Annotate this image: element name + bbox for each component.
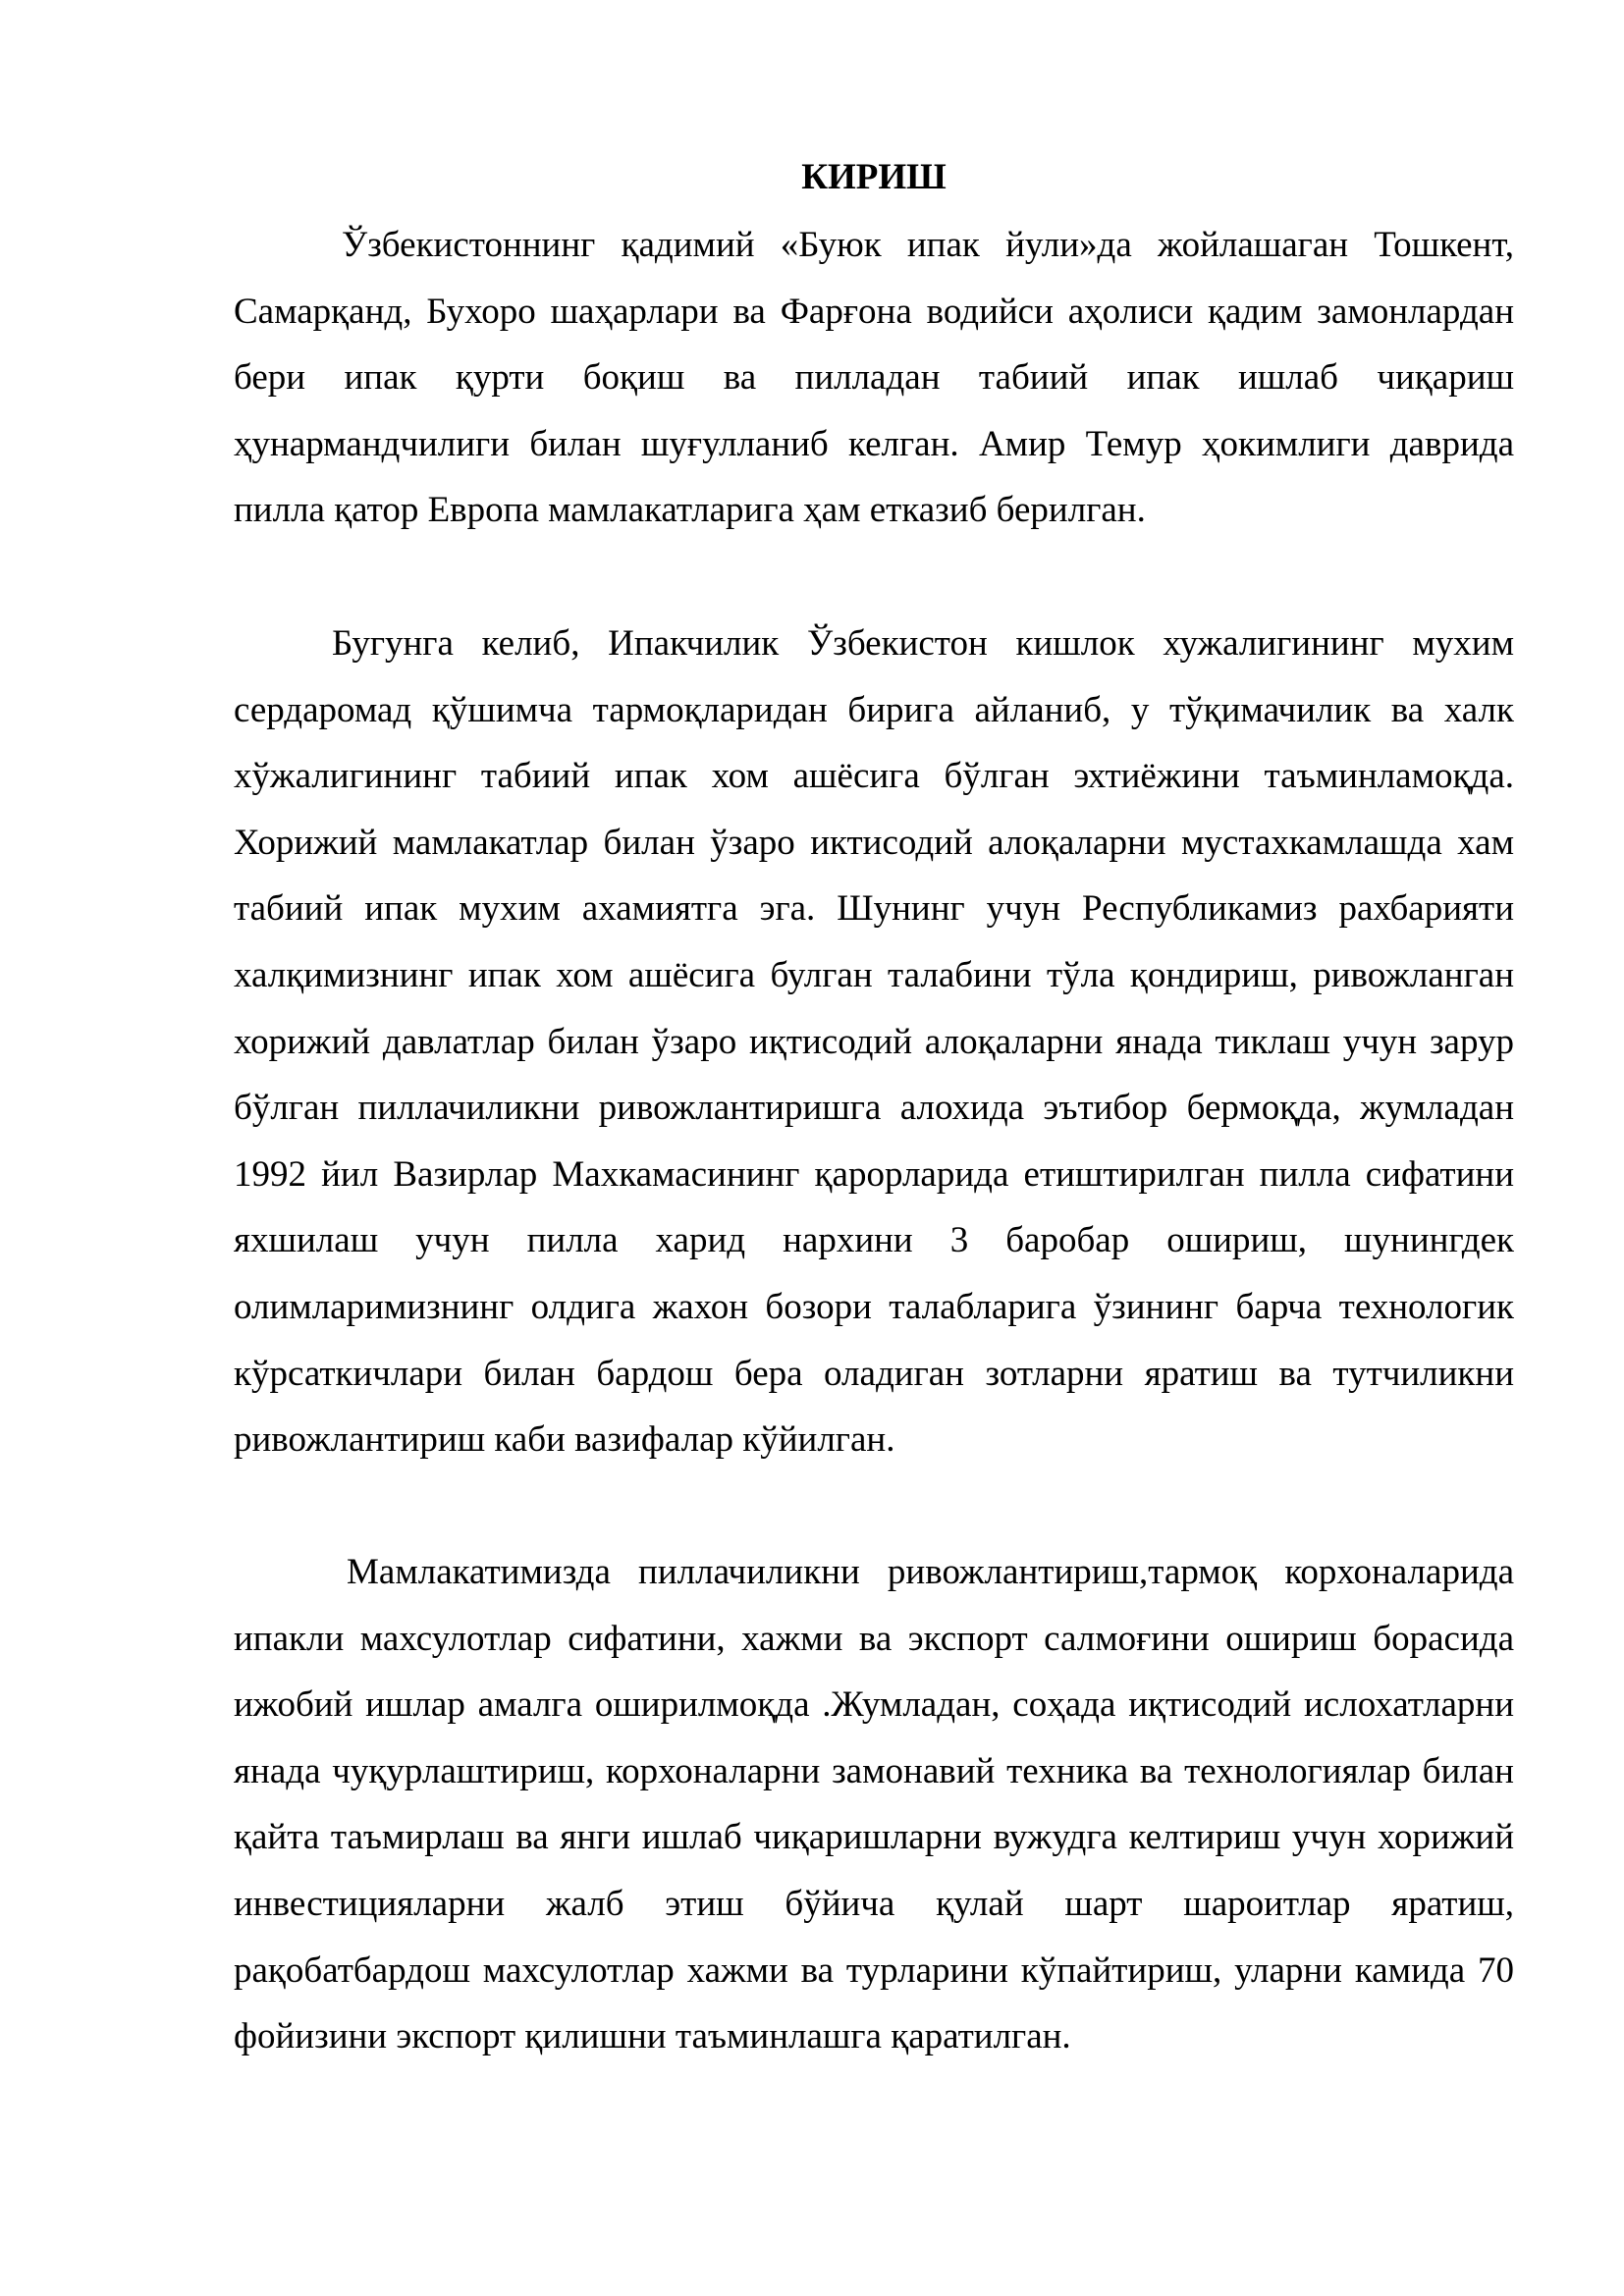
paragraph-3: Мамлакатимизда пиллачиликни ривожлантириш,тармоқ корхоналарида ипакли махсулотлар сифатини, хажми ва экспорт салмоғини ошириш борасида ижобий ишлар амалга оширилмоқда .Жумладан, соҳада иқтисодий ислохатларни янада чуқурлаштириш, корхоналарни замонавий техника ва технологиялар билан қайта таъмирлаш ва янги ишлаб чиқаришларни вужудга келтириш учун хорижий инвестицияларни жалб этиш бўйича қулай шарт шароитлар яратиш, рақобатбардош махсулотлар хажми ва турларини кўпайтириш, уларни камида 70 фойизини экспорт қилишни таъминлашга қаратилган. xyxy=(234,1552,1514,2057)
page-title: КИРИШ xyxy=(801,157,947,197)
paragraph-2: Бугунга келиб, Ипакчилик Ўзбекистон кишлок хужалигининг мухим сердаромад қўшимча тармоқларидан бирига айланиб, у тўқимачилик ва халк хўжалигининг табиий ипак хом ашёсига бўлган эхтиёжини таъминламоқда. Хорижий мамлакатлар билан ўзаро иктисодий алоқаларни мустахкамлашда хам табиий ипак мухим ахамиятга эга. Шунинг учун Республикамиз рахбарияти халқимизнинг ипак хом ашёсига булган талабини тўла қондириш, ривожланган хорижий давлатлар билан ўзаро иқтисодий алоқаларни янада тиклаш учун зарур бўлган пиллачиликни ривожлантиришга алохида эътибор бермоқда, жумладан 1992 йил Вазирлар Махкамасининг қарорларида етиштирилган пилла сифатини яхшилаш учун пилла харид нархини 3 баробар ошириш, шунингдек олимларимизнинг олдига жахон бозори талабларига ўзининг барча технологик кўрсаткичлари билан бардош бера оладиган зотларни яратиш ва тутчиликни ривожлантириш каби вазифалар кўйилган. xyxy=(234,623,1514,1461)
paragraph-1: Ўзбекистоннинг қадимий «Буюк ипак йули»да жойлашаган Тошкент, Самарқанд, Бухоро шаҳарлари ва Фарғона водийси аҳолиси қадим замонлардан бери ипак қурти боқиш ва пилладан табиий ипак ишлаб чиқариш ҳунармандчилиги билан шуғулланиб келган. Амир Темур ҳокимлиги даврида пилла қатор Европа мамлакатларига ҳам етказиб берилган. xyxy=(234,225,1514,531)
